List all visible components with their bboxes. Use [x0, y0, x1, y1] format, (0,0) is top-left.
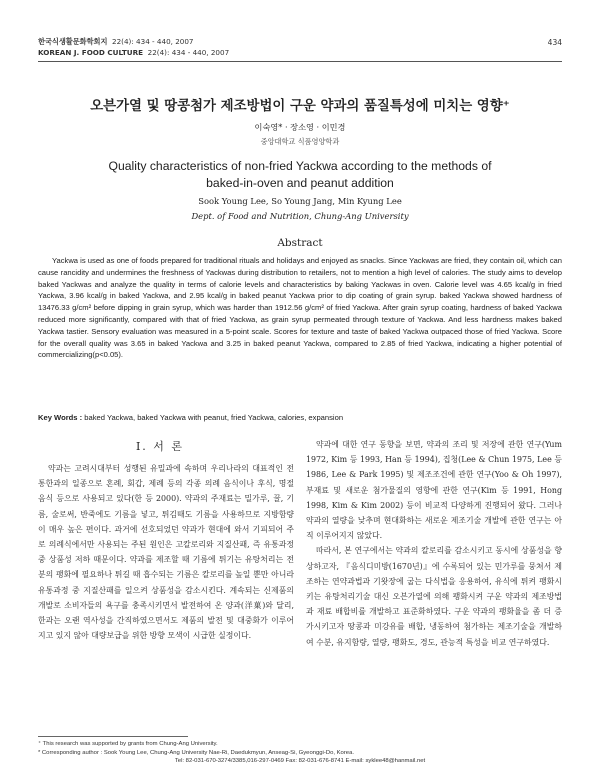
journal-name-kr [38, 37, 194, 47]
title-english-line2: baked-in-oven and peanut addition [206, 176, 394, 190]
journal-name-en [38, 48, 229, 57]
affiliation-english: Dept. of Food and Nutrition, Chung-Ang University [191, 211, 409, 221]
page-number: 434 [547, 38, 562, 47]
journal-volume-en: 22(4): 434 - 440, 2007 [147, 48, 230, 57]
journal-volume-kr: 22(4): 434 - 440, 2007 [112, 37, 194, 46]
keywords-label: Key Words : [38, 413, 83, 422]
body-column-right [306, 437, 562, 650]
authors-english: Sook Young Lee, So Young Jang, Min Kyung Lee [198, 196, 402, 206]
footnotes [38, 740, 562, 766]
title-korean: 오븐가열 및 땅콩첨가 제조방법이 구운 약과의 품질특성에 미치는 영향⁺ [90, 99, 510, 114]
journal-title-kr: 한국식생활문화학회지 [38, 37, 108, 46]
abstract-body: Yackwa is used as one of foods prepared for traditional rituals and holidays and enjoyed as snacks. Since Yackwas are fried, they contain oil, which can cause rancidity and undermines the freshness of Yackwas during distribution to retailers, not to mention a high level of calories. The study aims to develop baked Yackwas and analyze the quality in terms of calorie levels and characteristics by baking Yackwas in oven. Calorie level was 4.65 kcal/g in fried Yackwa, 3.96 kcal/g in baked Yackwa, and 2.95 kcal/g in baked peanut Yackwa prior to dip coating of grain syrup. baked Yackwa showed hardness of 13476.33 g/cm² before dipping in grain syrup, which was harder than 1912.56 g/cm² of fried Yackwa. After grain syrup coating, hardness of baked Yackwa reduced more significantly, compared with that of fried Yackwa, as grain syrup permeated through texture of Yackwa. And less hardness makes baked Yackwa tastier. Sensory evaluation was measured in a 5-point scale. Scores for texture and taste of baked Yackwa outpaced those of fried Yackwa. Score for the overall quality was 3.65 in baked Yackwa and 3.25 in baked peanut Yackwa, compared to 2.85 of fried Yackwa, indicating a higher potential of commercializing(p<0.05). [38, 256, 562, 360]
keywords [38, 413, 562, 422]
journal-title-en: KOREAN J. FOOD CULTURE [38, 48, 144, 57]
paragraph: 약과는 고려시대부터 성행된 유밀과에 속하며 우리나라의 대표적인 전통한과의 일종으로 혼례, 회갑, 제례 등의 각종 의례 음식이나 후식, 명절 음식 등으로 사용되고 있다(한 등 2000). 약과의 주재료는 밀가루, 꿀, 기름, 술로써, 반죽에도 기름을 넣고, 튀김때도 기름을 사용하므로 지방함량이 매우 높은 편이다. 과거에 선호되었던 약과가 현대에 와서 기피되어 주로 의례식에서만 사용되는 주된 원인은 고칼로리와 지질산패, 즉 유통과정 중 상품성 저하 때문이다. 약과를 제조할 때 기름에 튀기는 유탕처리는 전분의 팽화에 필요하나 튀길 때 흡수되는 기름은 칼로리를 높일 뿐만 아니라 유통과정 중 지질산패를 일으켜 상품성을 감소시킨다. 계속되는 신제품의 개발로 소비자들의 욕구를 충족시키면서 발전하여 온 양과(洋菓)와 달리, 한과는 오랜 역사성을 간직하였으면서도 제품의 발전 및 대중화가 이루어지고 있지 않아 대량보급을 위한 방향 모색이 시급한 실정이다. [38, 464, 294, 641]
title-english [60, 158, 540, 192]
section-heading-introduction: Ⅰ. 서 론 [135, 440, 185, 453]
footnote-divider [38, 736, 188, 737]
body-column-left [38, 461, 294, 643]
abstract-heading: Abstract [277, 237, 323, 249]
affiliation-korean: 중앙대학교 식품영양학과 [260, 137, 340, 146]
paragraph: 약과에 대한 연구 동향을 보면, 약과의 조리 및 저장에 관한 연구(Yum 1972, Kim 등 1993, Han 등 1994), 집청(Lee & Chun 1975, Lee 등 1986, Lee & Park 1995) 및 제조조건에 관한 연구(Yoo & Oh 1997), 부재료 및 새로운 첨가물질의 영향에 관한 연구(Kim 등 1991, Hong 1998, Kim & Kim 2002) 등이 비교적 다양하게 진행되어 왔다. 그러나 약과의 열량을 낮추며 현대화하는 새로운 제조기술 개발에 관한 연구는 아직 이루어지지 않았다. [306, 440, 562, 541]
footnote-contact: Tel: 82-031-670-3274/3385,016-297-0469 Fax: 82-031-676-8741 E-mail: syklee48@hanmail.net [174, 758, 426, 765]
footnote-funding: ⁺ This research was supported by grants from Chung-Ang University. [38, 741, 218, 747]
paragraph: 따라서, 본 연구에서는 약과의 칼로리를 감소시키고 동시에 상품성을 향상하고자, 『음식디미방(1670년)』에 수록되어 있는 민가루를 뭉쳐서 제조하는 연약과법과 기왓장에 굽는 다식법을 응용하여, 유식에 튀켜 팽화시키는 유탕처리기술 대신 오븐가열에 의해 팽화시켜 구운 약과의 제조방법과 재료 배합비를 개발하고 표준화하였다. 구운 약과의 팽화율을 좀 더 증가시키고자 땅콩과 미강유를 배합, 냉동하여 첨가하는 제조기술을 개발하여 수분, 유지함량, 열량, 팽화도, 경도, 관능적 특성을 비교 연구하였다. [306, 546, 562, 647]
authors-korean: 이숙영* · 장소영 · 이민경 [254, 122, 346, 132]
footnote-corresponding-author: * Corresponding author : Sook Young Lee, Chung-Ang University Nae-Ri, Daedukmyun, Anseag-Si, Gyeonggi-Do, Korea. [38, 749, 354, 756]
title-english-line1: Quality characteristics of non-fried Yackwa according to the methods of [108, 159, 492, 173]
header-divider [38, 61, 562, 62]
keywords-list: baked Yackwa, baked Yackwa with peanut, fried Yackwa, calories, expansion [82, 413, 344, 422]
